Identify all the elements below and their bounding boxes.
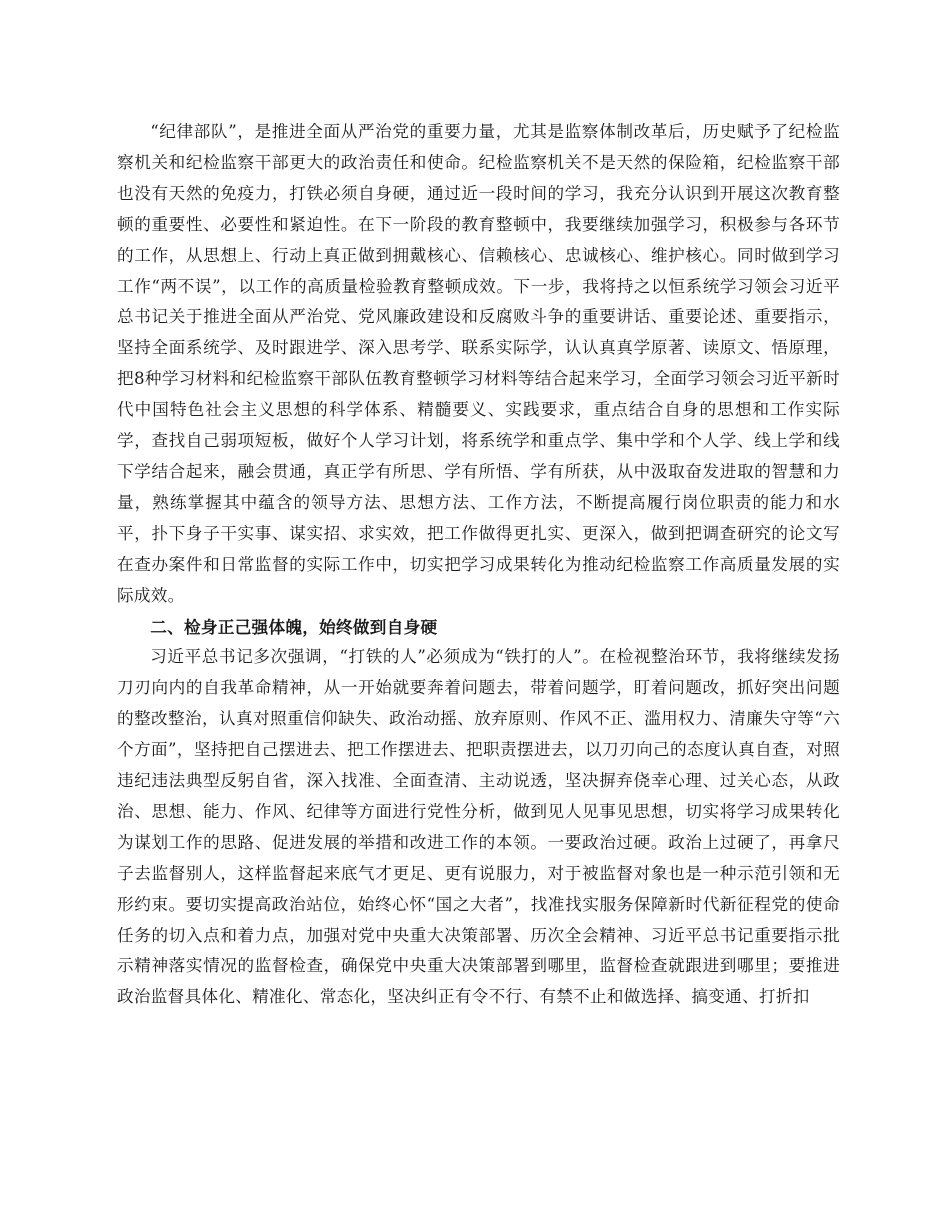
document-page — [117, 117, 840, 1013]
section-heading-2: 二、检身正己强体魄，始终做到自身硬 — [150, 616, 438, 637]
body-paragraph-2: 习近平总书记多次强调，“打铁的人”必须成为“铁打的人”。在检视整治环节，我将继续发扬刀刃向内的自我革命精神，从一开始就要奔着问题去，带着问题学，盯着问题改，抓好突出问题的整改整治，认真对照重信仰缺失、政治动摇、放弃原则、作风不正、滥用权力、清廉失守等“六个方面”，坚持把自己摆进去、把工作摆进去、把职责摆进去，以刀刃向己的态度认真自查，对照违纪违法典型反躬自省，深入找准、全面查清、主动说透，坚决摒弃侥幸心理、过关心态，从政治、思想、能力、作风、纪律等方面进行党性分析，做到见人见事见思想，切实将学习成果转化为谋划工作的思路、促进发展的举措和改进工作的本领。一要政治过硬。政治上过硬了，再拿尺子去监督别人，这样监督起来底气才更足、更有说服力，对于被监督对象也是一种示范引领和无形约束。要切实提高政治站位，始终心怀“国之大者”，找准找实服务保障新时代新征程党的使命任务的切入点和着力点，加强对党中央重大决策部署、历次全会精神、习近平总书记重要指示批示精神落实情况的监督检查，确保党中央重大决策部署到哪里，监督检查就跟进到哪里；要推进政治监督具体化、精准化、常态化，坚决纠正有令不行、有禁不止和做选择、搞变通、打折扣 — [117, 647, 840, 1007]
body-paragraph-1: “纪律部队”，是推进全面从严治党的重要力量，尤其是监察体制改革后，历史赋予了纪检监察机关和纪检监察干部更大的政治责任和使命。纪检监察机关不是天然的保险箱，纪检监察干部也没有天然的免疫力，打铁必须自身硬，通过近一段时间的学习，我充分认识到开展这次教育整顿的重要性、必要性和紧迫性。在下一阶段的教育整顿中，我要继续加强学习，积极参与各环节的工作，从思想上、行动上真正做到拥戴核心、信赖核心、忠诚核心、维护核心。同时做到学习工作“两不误”，以工作的高质量检验教育整顿成效。下一步，我将持之以恒系统学习领会习近平总书记关于推进全面从严治党、党风廉政建设和反腐败斗争的重要讲话、重要论述、重要指示，坚持全面系统学、及时跟进学、深入思考学、联系实际学，认认真真学原著、读原文、悟原理，把8种学习材料和纪检监察干部队伍教育整顿学习材料等结合起来学习，全面学习领会习近平新时代中国特色社会主义思想的科学体系、精髓要义、实践要求，重点结合自身的思想和工作实际学，查找自己弱项短板，做好个人学习计划，将系统学和重点学、集中学和个人学、线上学和线下学结合起来，融会贯通，真正学有所思、学有所悟、学有所获，从中汲取奋发进取的智慧和力量，熟练掌握其中蕴含的领导方法、思想方法、工作方法，不断提高履行岗位职责的能力和水平，扑下身子干实事、谋实招、求实效，把工作做得更扎实、更深入，做到把调查研究的论文写在查办案件和日常监督的实际工作中，切实把学习成果转化为推动纪检监察工作高质量发展的实际成效。 — [117, 122, 840, 605]
